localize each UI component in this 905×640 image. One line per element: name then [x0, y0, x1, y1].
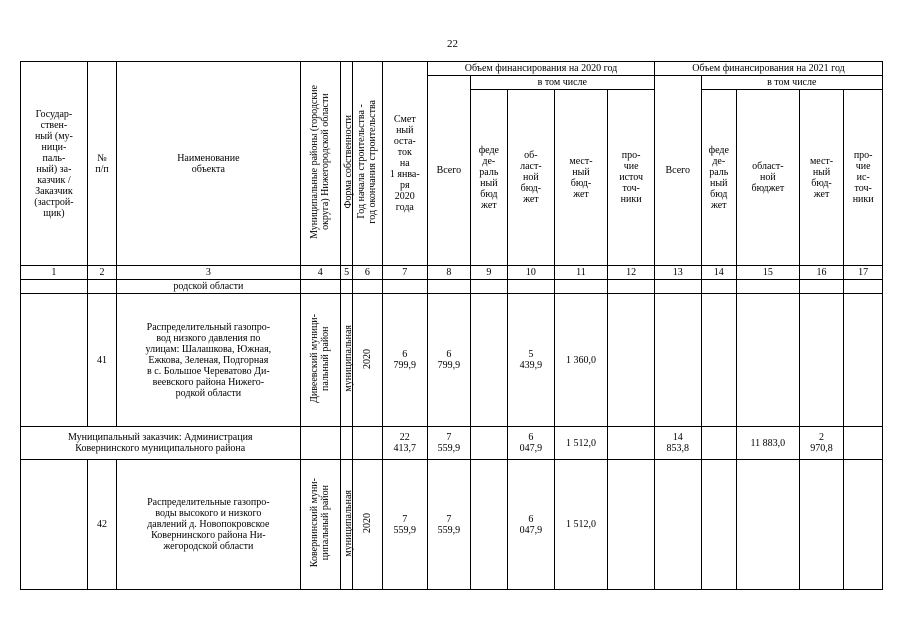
regional-budget-2020: 5 439,9: [508, 294, 555, 427]
column-number: 6: [353, 266, 382, 280]
row-number: 42: [87, 460, 116, 590]
customer-row: [21, 427, 883, 460]
column-number: 7: [382, 266, 428, 280]
column-number: 12: [608, 266, 655, 280]
continuation-row: [21, 280, 883, 294]
column-number: 1: [21, 266, 88, 280]
header-including-2020: в том числе: [470, 76, 654, 90]
ownership-form: муниципальная: [343, 489, 355, 557]
district-name: Дивеевский муници- пальный район: [309, 314, 332, 403]
header-total-2021: Всего: [654, 76, 701, 266]
customer-regional-2020: 6 047,9: [508, 427, 555, 460]
header-regional-2020: об- ласт- ной бюд- жет: [508, 90, 555, 266]
local-budget-2020: 1 512,0: [554, 460, 608, 590]
construction-years: 2020: [361, 513, 373, 533]
header-other-2020: про- чие источ точ- ники: [608, 90, 655, 266]
header-total-2020: Всего: [428, 76, 471, 266]
header-including-2021: в том числе: [701, 76, 882, 90]
table-row: [21, 460, 883, 590]
column-number: 17: [844, 266, 883, 280]
header-regional-2021: област- ной бюджет: [736, 90, 799, 266]
customer-local-2021: 2 970,8: [799, 427, 844, 460]
local-budget-2020: 1 360,0: [554, 294, 608, 427]
total-2020: 7 559,9: [428, 460, 471, 590]
header-other-2021: про- чие ис- точ- ники: [844, 90, 883, 266]
column-number: 8: [428, 266, 471, 280]
customer-regional-2021: 11 883,0: [736, 427, 799, 460]
customer-label: Муниципальный заказчик: Администрация Ковернинского муниципального района: [21, 427, 301, 460]
column-number: 14: [701, 266, 736, 280]
column-number: 10: [508, 266, 555, 280]
continuation-text: родской области: [117, 280, 300, 294]
ownership-form: муниципальная: [343, 325, 355, 392]
customer-total-2021: 14 853,8: [654, 427, 701, 460]
financing-table: [20, 61, 883, 590]
estimate-balance: 7 559,9: [382, 460, 428, 590]
column-number: 9: [470, 266, 507, 280]
column-number: 2: [87, 266, 116, 280]
object-name: Распределительные газопро- воды высокого и низкого давлений д. Новопокровское Ковернинского района Ни- жегородской области: [117, 460, 300, 590]
header-estimate: Смет ный оста- ток на 1 янва- ря 2020 года: [382, 62, 428, 266]
customer-total-2020: 7 559,9: [428, 427, 471, 460]
object-name: Распределительный газопро- вод низкого давления по улицам: Шалашкова, Южная, Ежкова, Зеленая, Подгорная в с. Большое Череватово Ди- веевского района Нижего- родкой области: [117, 294, 300, 427]
header-customer: Государ- ствен- ный (му- ници- паль- ный) за- казчик / Заказчик (застрой- щик): [21, 62, 88, 266]
header-federal-2021: феде де- раль ный бюд жет: [701, 90, 736, 266]
estimate-balance: 6 799,9: [382, 294, 428, 427]
customer-local-2020: 1 512,0: [554, 427, 608, 460]
header-funding-2021: Объем финансирования на 2021 год: [654, 62, 882, 76]
header-row-number: № п/п: [87, 62, 116, 266]
table-row: [21, 294, 883, 427]
header-local-2021: мест- ный бюд- жет: [799, 90, 844, 266]
header-funding-2020: Объем финансирования на 2020 год: [428, 62, 655, 76]
district-name: Ковернинский муни- ципальный район: [309, 478, 332, 568]
row-number: 41: [87, 294, 116, 427]
page-number: 22: [447, 38, 458, 50]
header-districts: Муниципальные районы (городские округа) Нижегородской области: [309, 85, 332, 239]
header-object-name: Наименование объекта: [117, 62, 300, 266]
column-number: 3: [117, 266, 300, 280]
column-number: 4: [300, 266, 341, 280]
column-number-row: [21, 266, 883, 280]
column-number: 5: [341, 266, 353, 280]
header-ownership: Форма собственности: [343, 115, 355, 209]
column-number: 11: [554, 266, 608, 280]
header-local-2020: мест- ный бюд- жет: [554, 90, 608, 266]
construction-years: 2020: [361, 348, 373, 369]
regional-budget-2020: 6 047,9: [508, 460, 555, 590]
column-number: 16: [799, 266, 844, 280]
header-federal-2020: феде де- раль ный бюд жет: [470, 90, 507, 266]
column-number: 15: [736, 266, 799, 280]
header-years: Год начала строительства - год окончания строительства: [356, 100, 379, 224]
column-number: 13: [654, 266, 701, 280]
customer-estimate: 22 413,7: [382, 427, 428, 460]
total-2020: 6 799,9: [428, 294, 471, 427]
